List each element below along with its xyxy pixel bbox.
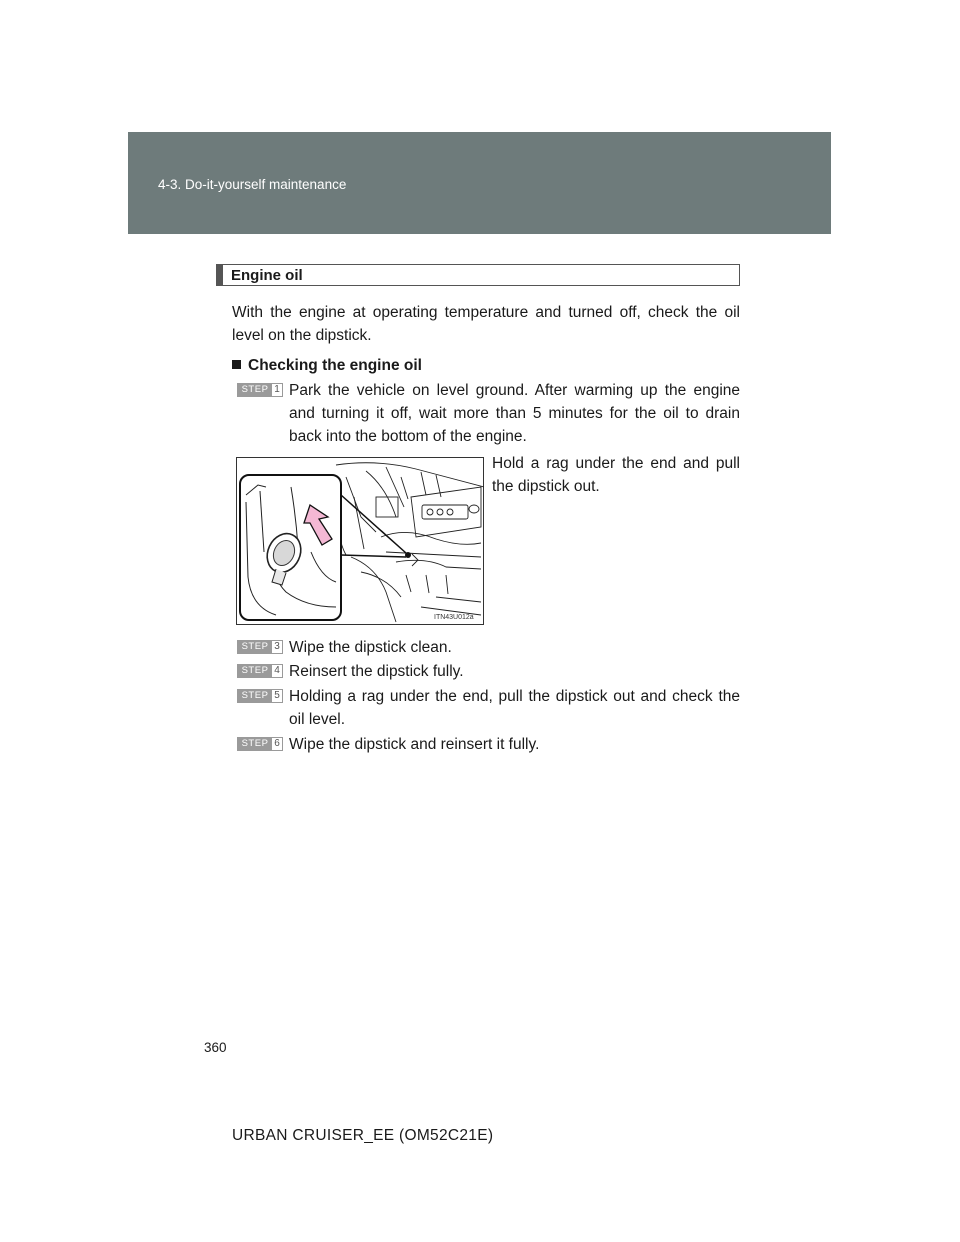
subheading-text: Checking the engine oil: [248, 357, 422, 374]
section-header-band: [128, 132, 831, 234]
topic-heading-box: [216, 264, 740, 286]
step-number: 3: [274, 641, 280, 652]
step-text-4: Reinsert the dipstick fully.: [289, 663, 464, 680]
step-word: STEP: [238, 665, 272, 677]
square-bullet-icon: [232, 360, 241, 369]
step-text-2: Hold a rag under the end and pull the dipstick out.: [492, 455, 740, 495]
step-text-3: Wipe the dipstick clean.: [289, 639, 452, 656]
step-number: 6: [274, 738, 280, 749]
subheading: [232, 357, 422, 375]
step-word: STEP: [238, 690, 272, 702]
step-badge-6: [237, 737, 283, 751]
step-text-6: Wipe the dipstick and reinsert it fully.: [289, 736, 540, 753]
step-number: 5: [274, 690, 280, 701]
step-text-5: Holding a rag under the end, pull the dipstick out and check the oil level.: [289, 688, 740, 728]
step-word: STEP: [238, 641, 272, 653]
step-text-1: Park the vehicle on level ground. After warming up the engine and turning it off, wait more than 5 minutes for the oil to drain back into the bottom of the engine.: [289, 382, 740, 445]
step-badge-4: [237, 664, 283, 678]
step-badge-5: [237, 689, 283, 703]
page-number: 360: [204, 1040, 227, 1055]
step-number: 4: [274, 665, 280, 676]
footer-model: URBAN CRUISER_EE (OM52C21E): [232, 1127, 494, 1144]
step-word: STEP: [238, 384, 272, 396]
intro-paragraph: With the engine at operating temperature and turned off, check the oil level on the dipstick.: [232, 304, 740, 344]
illustration-code: ITN43U012a: [434, 614, 474, 621]
step-word: STEP: [238, 738, 272, 750]
step-badge-1: [237, 383, 283, 397]
step-badge-3: [237, 640, 283, 654]
step-number: 1: [274, 384, 280, 395]
section-title: 4-3. Do-it-yourself maintenance: [158, 177, 347, 192]
topic-heading: Engine oil: [231, 267, 303, 284]
heading-bar: [217, 265, 223, 285]
dipstick-illustration: [236, 457, 484, 625]
